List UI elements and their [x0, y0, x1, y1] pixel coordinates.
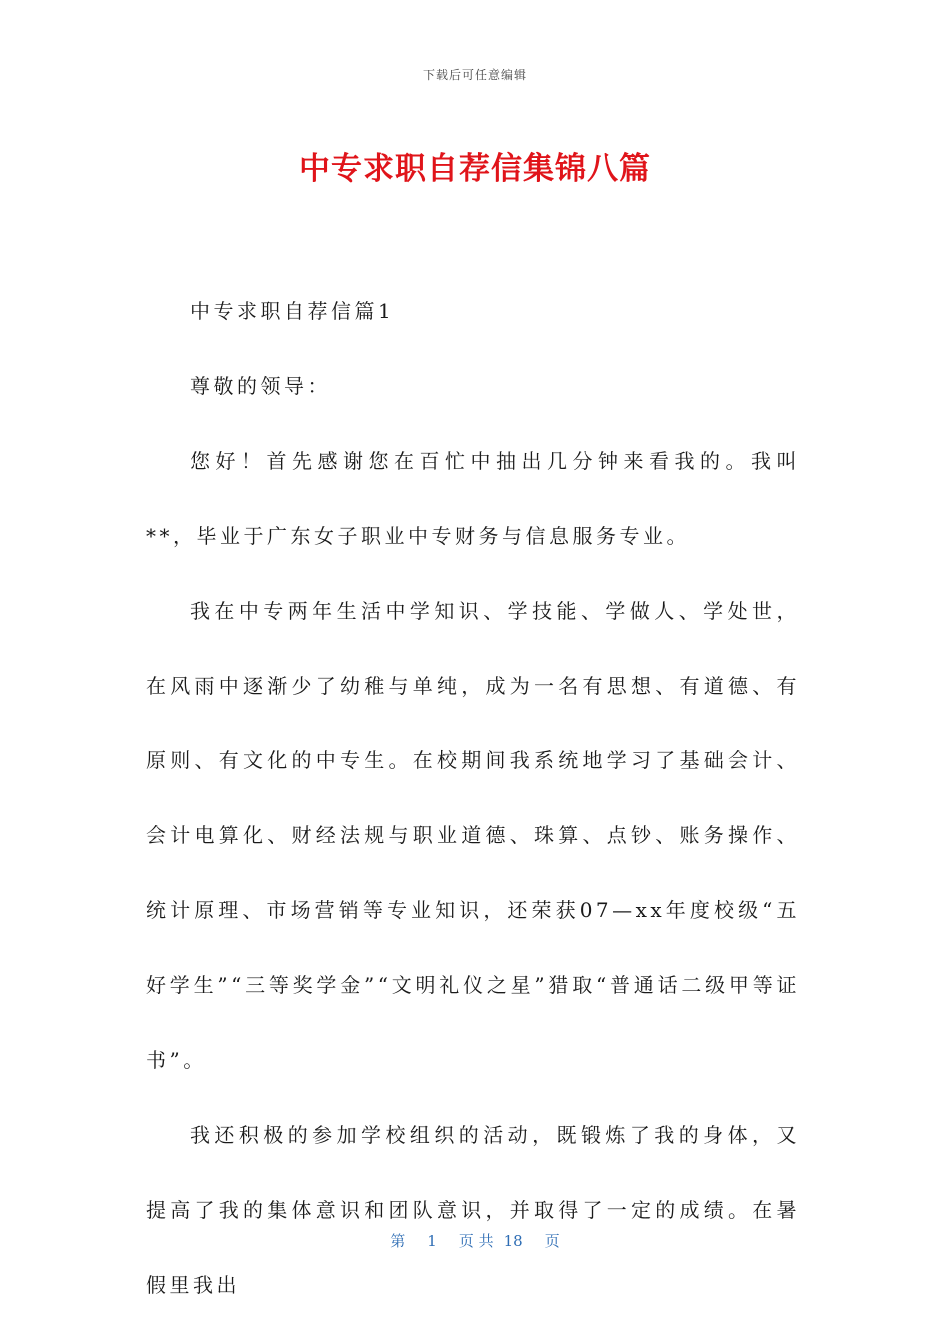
document-body — [146, 274, 800, 1323]
page-total: 18 — [503, 1232, 523, 1250]
paragraph-activities: 我还积极的参加学校组织的活动，既锻炼了我的身体，又提高了我的集体意识和团队意识，并取得了一定的成绩。在暑假里我出 — [146, 1122, 800, 1297]
page-number: 1 — [427, 1232, 437, 1250]
paragraph-section-heading: 中专求职自荐信篇1 — [190, 299, 395, 323]
document-title: 中专求职自荐信集锦八篇 — [299, 151, 651, 187]
page-number-footer — [0, 1230, 950, 1251]
paragraph-greeting: 您好！首先感谢您在百忙中抽出几分钟来看我的。我叫**，毕业于广东女子职业中专财务与信息服务专业。 — [146, 448, 800, 548]
paragraph-salutation: 尊敬的领导： — [190, 373, 331, 398]
header-note: 下载后可任意编辑 — [422, 68, 527, 82]
page-label-middle: 页 共 — [458, 1232, 494, 1250]
page-label-prefix: 第 — [390, 1232, 406, 1250]
paragraph-study: 我在中专两年生活中学知识、学技能、学做人、学处世，在风雨中逐渐少了幼稚与单纯，成为一名有思想、有道德、有原则、有文化的中专生。在校期间我系统地学习了基础会计、会计电算化、财经法规与职业道德、珠算、点钞、账务操作、统计原理、市场营销等专业知识，还荣获07—xx年度校级“五好学生”“三等奖学金”“文明礼仪之星”猎取“普通话二级甲等证书”。 — [146, 598, 800, 1073]
page-label-suffix: 页 — [544, 1232, 560, 1250]
